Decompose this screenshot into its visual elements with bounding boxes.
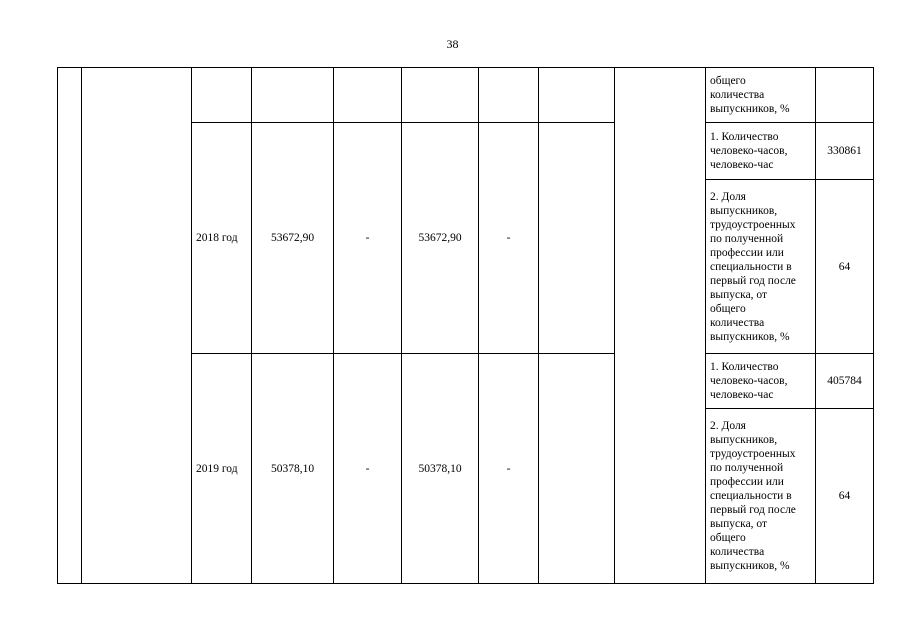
indicator-name: 2. Доля выпускников, трудоустроенных по полученной профессии или специальности в первый год после выпуска, от общего количества выпускников, % <box>706 180 816 354</box>
table-row <box>58 68 874 123</box>
cell-total: 53672,90 <box>252 123 334 354</box>
cell-index <box>58 68 82 584</box>
cell-col6: - <box>479 354 539 584</box>
indicator-value: 330861 <box>816 123 874 180</box>
indicator-value: 64 <box>816 180 874 354</box>
indicator-value: 64 <box>816 409 874 584</box>
cell-col4: - <box>334 123 402 354</box>
cell-col5: 53672,90 <box>402 123 479 354</box>
indicator-value <box>816 68 874 123</box>
cell-col7 <box>539 123 615 354</box>
cell-total-prev <box>252 68 334 123</box>
cell-year: 2019 год <box>192 354 252 584</box>
cell-col6-prev <box>479 68 539 123</box>
indicator-name: 1. Количество человеко-часов, человеко-час <box>706 354 816 409</box>
cell-executor <box>615 68 706 584</box>
indicator-value: 405784 <box>816 354 874 409</box>
program-table <box>57 67 874 584</box>
cell-col7-prev <box>539 68 615 123</box>
indicator-name: 1. Количество человеко-часов, человеко-час <box>706 123 816 180</box>
cell-col4-prev <box>334 68 402 123</box>
cell-col5-prev <box>402 68 479 123</box>
cell-col7 <box>539 354 615 584</box>
indicator-name: 2. Доля выпускников, трудоустроенных по полученной профессии или специальности в первый год после выпуска, от общего количества выпускников, % <box>706 409 816 584</box>
page-number: 38 <box>446 37 459 51</box>
cell-year-prev <box>192 68 252 123</box>
cell-col6: - <box>479 123 539 354</box>
cell-year: 2018 год <box>192 123 252 354</box>
indicator-name: общего количества выпускников, % <box>706 68 816 123</box>
cell-col4: - <box>334 354 402 584</box>
cell-name <box>82 68 192 584</box>
cell-total: 50378,10 <box>252 354 334 584</box>
cell-col5: 50378,10 <box>402 354 479 584</box>
